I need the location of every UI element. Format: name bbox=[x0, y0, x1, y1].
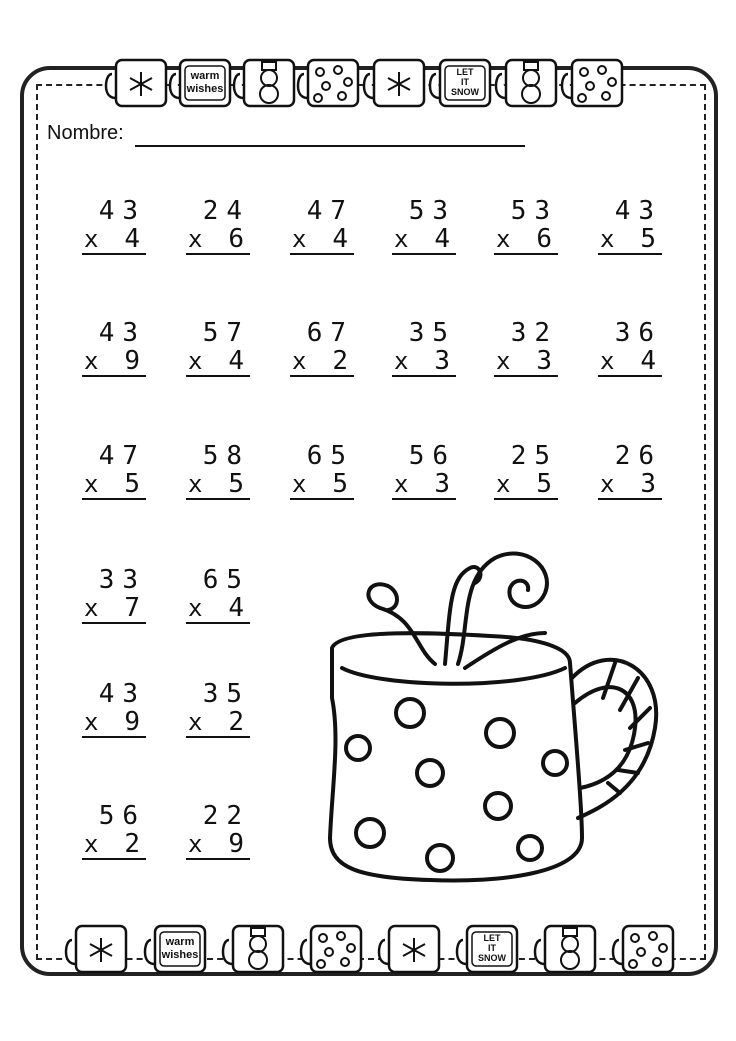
multiplication-problem bbox=[392, 197, 456, 255]
times-sign: x bbox=[600, 225, 615, 253]
mug-dots-icon bbox=[560, 52, 630, 112]
multiplication-problem bbox=[186, 566, 250, 624]
times-sign: x bbox=[188, 594, 203, 622]
multiplier: 3 bbox=[640, 469, 656, 499]
times-sign: x bbox=[188, 347, 203, 375]
multiplicand: 47 bbox=[98, 441, 146, 471]
name-line[interactable] bbox=[135, 145, 525, 147]
multiplication-problem bbox=[82, 319, 146, 377]
times-sign: x bbox=[496, 225, 511, 253]
times-sign: x bbox=[394, 347, 409, 375]
times-sign: x bbox=[188, 225, 203, 253]
times-sign: x bbox=[84, 594, 99, 622]
multiplication-problem bbox=[186, 319, 250, 377]
mug-badge-text: wishes bbox=[186, 83, 224, 95]
times-sign: x bbox=[600, 470, 615, 498]
multiplicand: 22 bbox=[202, 801, 250, 831]
mug-snow-icon bbox=[455, 918, 525, 978]
multiplication-problem bbox=[82, 680, 146, 738]
top-mug-border bbox=[0, 48, 736, 118]
multiplication-problem bbox=[290, 442, 354, 500]
times-sign: x bbox=[188, 470, 203, 498]
times-sign: x bbox=[84, 830, 99, 858]
mug-dots-icon bbox=[299, 918, 369, 978]
mug-warm-icon bbox=[168, 52, 238, 112]
mug-badge-text: IT bbox=[461, 77, 469, 87]
multiplication-problem bbox=[82, 442, 146, 500]
name-label: Nombre: bbox=[47, 122, 124, 144]
multiplicand: 35 bbox=[408, 318, 456, 348]
multiplicand: 56 bbox=[408, 441, 456, 471]
multiplicand: 65 bbox=[202, 565, 250, 595]
multiplication-problem bbox=[598, 442, 662, 500]
hot-cocoa-mug-icon bbox=[320, 538, 665, 898]
multiplicand: 57 bbox=[202, 318, 250, 348]
multiplication-problem bbox=[494, 319, 558, 377]
multiplicand: 56 bbox=[98, 801, 146, 831]
multiplicand: 58 bbox=[202, 441, 250, 471]
multiplier: 6 bbox=[228, 224, 244, 254]
multiplicand: 35 bbox=[202, 679, 250, 709]
multiplier: 4 bbox=[228, 346, 244, 376]
mug-badge-text: LET bbox=[456, 67, 474, 77]
multiplication-problem bbox=[494, 197, 558, 255]
multiplicand: 36 bbox=[614, 318, 662, 348]
times-sign: x bbox=[394, 225, 409, 253]
multiplicand: 53 bbox=[510, 196, 558, 226]
multiplicand: 25 bbox=[510, 441, 558, 471]
times-sign: x bbox=[292, 470, 307, 498]
mug-dots-icon bbox=[296, 52, 366, 112]
multiplication-problem bbox=[186, 680, 250, 738]
mug-snowman-icon bbox=[221, 918, 291, 978]
multiplication-problem bbox=[82, 197, 146, 255]
mug-snowflake-icon bbox=[377, 918, 447, 978]
mug-badge-text: warm bbox=[165, 936, 195, 948]
multiplication-problem bbox=[290, 197, 354, 255]
multiplication-problem bbox=[82, 802, 146, 860]
multiplier: 5 bbox=[228, 469, 244, 499]
multiplier: 6 bbox=[536, 224, 552, 254]
multiplicand: 65 bbox=[306, 441, 354, 471]
mug-snowflake-icon bbox=[104, 52, 174, 112]
times-sign: x bbox=[600, 347, 615, 375]
mug-badge-text: LET bbox=[483, 933, 501, 943]
multiplicand: 67 bbox=[306, 318, 354, 348]
mug-badge-text: SNOW bbox=[478, 953, 506, 963]
multiplicand: 32 bbox=[510, 318, 558, 348]
multiplier: 4 bbox=[332, 224, 348, 254]
times-sign: x bbox=[292, 225, 307, 253]
multiplier: 3 bbox=[434, 346, 450, 376]
multiplier: 9 bbox=[124, 346, 140, 376]
multiplication-problem bbox=[392, 319, 456, 377]
bottom-mug-border bbox=[0, 914, 736, 984]
mug-badge-text: IT bbox=[488, 943, 496, 953]
mug-snowflake-icon bbox=[362, 52, 432, 112]
multiplier: 9 bbox=[228, 829, 244, 859]
mug-snowman-icon bbox=[494, 52, 564, 112]
times-sign: x bbox=[394, 470, 409, 498]
mug-dots-icon bbox=[611, 918, 681, 978]
multiplicand: 43 bbox=[614, 196, 662, 226]
multiplier: 3 bbox=[536, 346, 552, 376]
multiplication-problem bbox=[186, 197, 250, 255]
multiplier: 5 bbox=[332, 469, 348, 499]
multiplier: 2 bbox=[124, 829, 140, 859]
multiplicand: 53 bbox=[408, 196, 456, 226]
mug-snow-icon bbox=[428, 52, 498, 112]
multiplication-problem bbox=[186, 802, 250, 860]
mug-badge-text: warm bbox=[190, 70, 220, 82]
multiplier: 5 bbox=[124, 469, 140, 499]
times-sign: x bbox=[84, 225, 99, 253]
multiplier: 4 bbox=[228, 593, 244, 623]
multiplier: 4 bbox=[124, 224, 140, 254]
multiplicand: 47 bbox=[306, 196, 354, 226]
multiplicand: 26 bbox=[614, 441, 662, 471]
mug-warm-icon bbox=[143, 918, 213, 978]
times-sign: x bbox=[84, 708, 99, 736]
multiplication-problem bbox=[392, 442, 456, 500]
multiplier: 5 bbox=[640, 224, 656, 254]
times-sign: x bbox=[188, 708, 203, 736]
multiplicand: 43 bbox=[98, 318, 146, 348]
multiplication-problem bbox=[186, 442, 250, 500]
multiplication-problem bbox=[598, 197, 662, 255]
times-sign: x bbox=[292, 347, 307, 375]
mug-snowflake-icon bbox=[64, 918, 134, 978]
multiplier: 4 bbox=[640, 346, 656, 376]
mug-badge-text: wishes bbox=[161, 949, 199, 961]
multiplication-problem bbox=[494, 442, 558, 500]
multiplicand: 43 bbox=[98, 196, 146, 226]
multiplication-problem bbox=[598, 319, 662, 377]
times-sign: x bbox=[188, 830, 203, 858]
multiplier: 3 bbox=[434, 469, 450, 499]
mug-snowman-icon bbox=[533, 918, 603, 978]
multiplicand: 33 bbox=[98, 565, 146, 595]
multiplicand: 43 bbox=[98, 679, 146, 709]
mug-snowman-icon bbox=[232, 52, 302, 112]
times-sign: x bbox=[84, 470, 99, 498]
multiplier: 7 bbox=[124, 593, 140, 623]
times-sign: x bbox=[496, 347, 511, 375]
multiplier: 9 bbox=[124, 707, 140, 737]
multiplier: 4 bbox=[434, 224, 450, 254]
multiplier: 2 bbox=[332, 346, 348, 376]
multiplication-problem bbox=[290, 319, 354, 377]
multiplier: 5 bbox=[536, 469, 552, 499]
times-sign: x bbox=[84, 347, 99, 375]
multiplier: 2 bbox=[228, 707, 244, 737]
multiplication-problem bbox=[82, 566, 146, 624]
times-sign: x bbox=[496, 470, 511, 498]
multiplicand: 24 bbox=[202, 196, 250, 226]
mug-badge-text: SNOW bbox=[451, 87, 479, 97]
